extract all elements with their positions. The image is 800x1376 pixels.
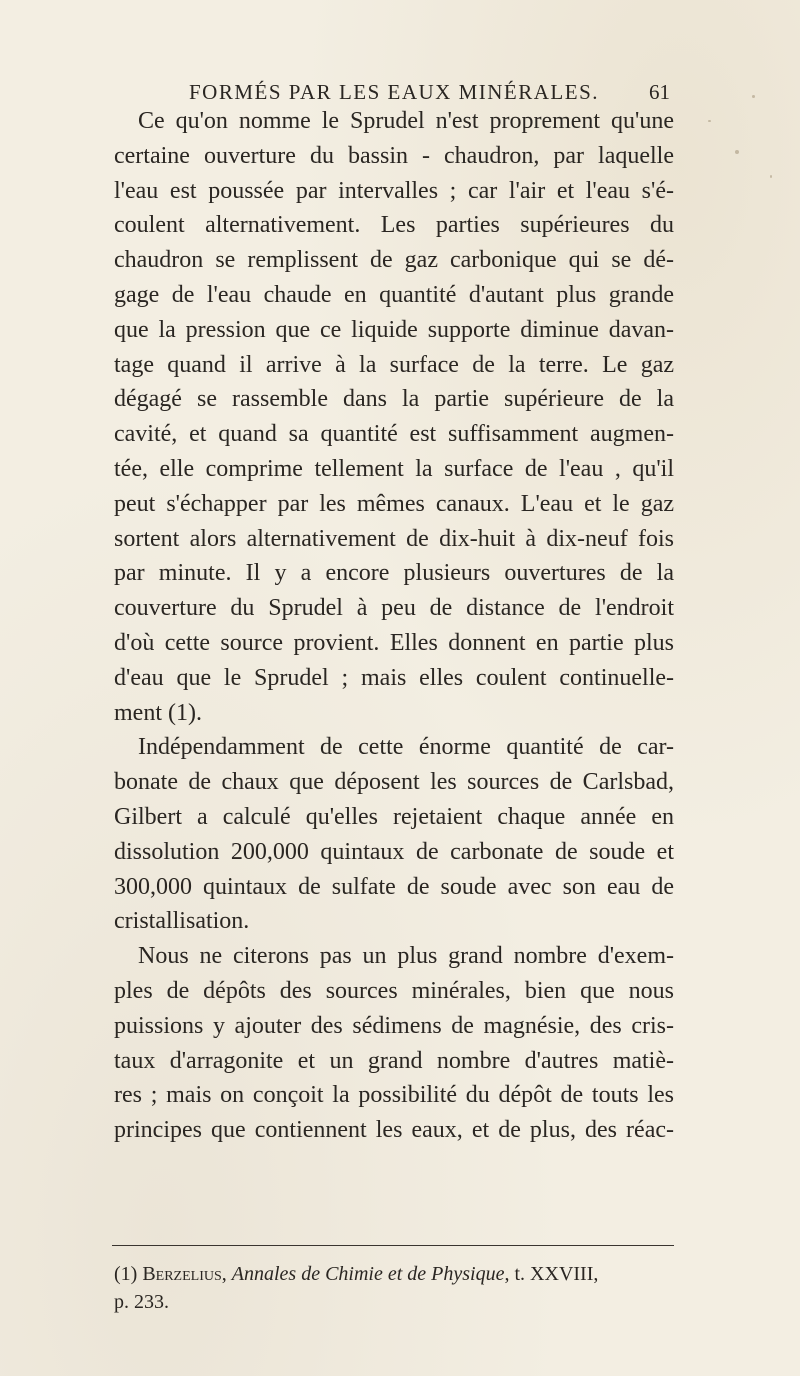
footnote-journal: Annales de Chimie et de Physique bbox=[231, 1263, 505, 1285]
page-number: 61 bbox=[649, 80, 670, 104]
text-line: l'eau est poussée par intervalles ; car l'air et l'eau s'é- bbox=[114, 177, 674, 204]
text-line: par minute. Il y a encore plusieurs ouvertures de la bbox=[114, 560, 674, 587]
text-line: coulent alternativement. Les parties supérieures du bbox=[114, 212, 674, 239]
text-line: cavité, et quand sa quantité est suffisamment augmen- bbox=[114, 421, 674, 448]
text-line: bonate de chaux que déposent les sources de Carlsbad, bbox=[114, 769, 674, 796]
footnote-rule bbox=[112, 1245, 674, 1246]
footnote-marker: (1) bbox=[114, 1263, 138, 1285]
paper-speck bbox=[735, 150, 739, 154]
text-line: d'eau que le Sprudel ; mais elles coulent continuelle- bbox=[114, 664, 674, 691]
text-line: certaine ouverture du bassin - chaudron, par laquelle bbox=[114, 142, 674, 169]
running-title: FORMÉS PAR LES EAUX MINÉRALES. bbox=[188, 80, 600, 104]
text-line: tée, elle comprime tellement la surface de l'eau , qu'il bbox=[114, 455, 674, 482]
text-line: que la pression que ce liquide supporte diminue davan- bbox=[114, 316, 674, 343]
text-line: Ce qu'on nomme le Sprudel n'est proprement qu'une bbox=[138, 108, 674, 134]
text-line: puissions y ajouter des sédimens de magnésie, des cris- bbox=[114, 1012, 674, 1039]
footnote-separator: , bbox=[221, 1263, 232, 1285]
paper-speck bbox=[770, 175, 772, 178]
footnote bbox=[114, 1260, 674, 1316]
text-line: chaudron se remplissent de gaz carbonique qui se dé- bbox=[114, 247, 674, 274]
footnote-author: Berzelius bbox=[142, 1263, 222, 1285]
text-line: taux d'arragonite et un grand nombre d'autres matiè- bbox=[114, 1047, 674, 1074]
text-line: sortent alors alternativement de dix-huit à dix-neuf fois bbox=[114, 525, 674, 552]
text-line: dégagé se rassemble dans la partie supérieure de la bbox=[114, 386, 674, 413]
text-line: res ; mais on conçoit la possibilité du dépôt de touts les bbox=[114, 1082, 674, 1109]
paper-speck bbox=[708, 120, 711, 122]
text-line: Indépendamment de cette énorme quantité de car- bbox=[138, 734, 674, 761]
text-line: principes que contiennent les eaux, et de plus, des réac- bbox=[114, 1117, 674, 1144]
footnote-page: p. 233. bbox=[114, 1291, 169, 1313]
text-line: Nous ne citerons pas un plus grand nombre d'exem- bbox=[138, 943, 674, 970]
text-line: couverture du Sprudel à peu de distance de l'endroit bbox=[114, 595, 674, 622]
text-line: peut s'échapper par les mêmes canaux. L'eau et le gaz bbox=[114, 490, 674, 517]
text-line: ples de dépôts des sources minérales, bien que nous bbox=[114, 977, 674, 1004]
text-line: ment (1). bbox=[114, 699, 202, 726]
footnote-volume: , t. XXVIII, bbox=[504, 1263, 599, 1285]
text-line: Gilbert a calculé qu'elles rejetaient chaque année en bbox=[114, 803, 674, 830]
body-text bbox=[114, 104, 674, 1148]
text-line: gage de l'eau chaude en quantité d'autant plus grande bbox=[114, 281, 674, 308]
text-line: 300,000 quintaux de sulfate de soude avec son eau de bbox=[114, 873, 674, 900]
text-line: tage quand il arrive à la surface de la terre. Le gaz bbox=[114, 351, 674, 378]
text-line: cristallisation. bbox=[114, 908, 250, 935]
paper-speck bbox=[752, 95, 755, 98]
text-line: dissolution 200,000 quintaux de carbonate de soude et bbox=[114, 838, 674, 865]
text-line: d'où cette source provient. Elles donnent en partie plus bbox=[114, 629, 674, 656]
footnote-line bbox=[114, 1260, 674, 1288]
